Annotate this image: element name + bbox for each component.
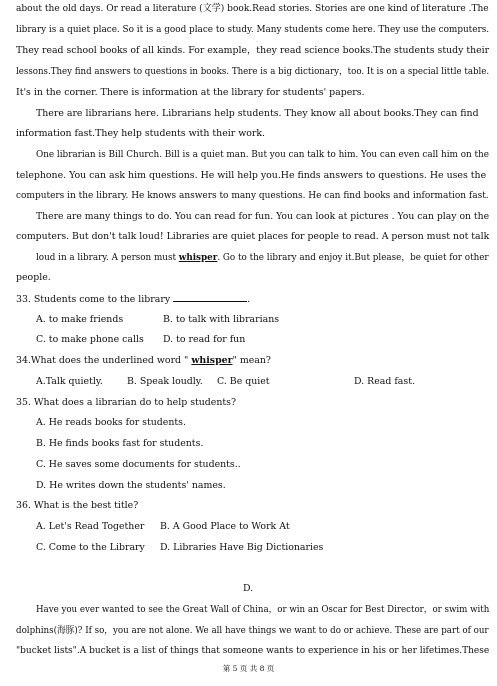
- underlined-word: whisper: [178, 252, 218, 263]
- question-text: " mean?: [232, 355, 271, 366]
- option-d: D. He writes down the students' names.: [36, 480, 226, 491]
- passage-line: There are many things to do. You can read for fun. You can look at pictures . You can play on the: [36, 211, 490, 222]
- passage-line: library is a quiet place. So it is a good place to study. Many students come here. They use the computers.: [16, 24, 490, 35]
- option-a: A. He reads books for students.: [36, 417, 186, 428]
- question-text: 34.What does the underlined word ": [16, 355, 192, 366]
- passage-line: They read school books of all kinds. For example，they read science books.The students study their: [16, 45, 490, 56]
- option-d: D. Read fast.: [354, 376, 415, 387]
- passage-text: loud in a library. A person must: [36, 252, 179, 263]
- question-34-stem: [16, 355, 271, 367]
- passage-line: "bucket lists".A bucket is a list of things that someone wants to experience in his or her lifetimes.These: [16, 645, 490, 656]
- question-35-stem: 35. What does a librarian do to help students?: [16, 397, 237, 408]
- option-c: C. to make phone calls: [36, 334, 144, 345]
- passage-line: information fast.They help students with their work.: [16, 128, 266, 139]
- option-c: C. Be quiet: [217, 376, 270, 387]
- option-a: A. Let's Read Together: [36, 521, 145, 532]
- page-number: 第 5 页 共 8 页: [222, 664, 275, 673]
- question-33-stem: [16, 293, 250, 306]
- passage-line: There are librarians here. Librarians help students. They know all about books.They can find: [36, 108, 479, 119]
- option-a: A. to make friends: [36, 314, 124, 325]
- option-a: A.Talk quietly.: [36, 376, 103, 387]
- answer-blank: [173, 293, 247, 302]
- option-b: B. Speak loudly.: [127, 376, 203, 387]
- option-b: B. to talk with librarians: [163, 314, 280, 325]
- passage-text: . Go to the library and enjoy it.But please，be quiet for other: [217, 252, 489, 263]
- question-36-stem: 36. What is the best title?: [16, 500, 139, 511]
- section-heading: D.: [243, 583, 254, 594]
- passage-line: [36, 252, 489, 264]
- option-c: C. He saves some documents for students..: [36, 459, 241, 470]
- option-b: B. He finds books fast for students.: [36, 438, 204, 449]
- passage-line: It's in the corner. There is information at the library for students' papers.: [16, 87, 365, 98]
- passage-line: Have you ever wanted to see the Great Wall of China，or win an Oscar for Best Director，or swim with: [36, 604, 490, 615]
- question-text: 33. Students come to the library: [16, 294, 174, 305]
- option-c: C. Come to the Library: [36, 542, 145, 553]
- passage-line: One librarian is Bill Church. Bill is a quiet man. But you can talk to him. You can even call him on the: [36, 149, 489, 160]
- passage-line: telephone. You can ask him questions. He will help you.He finds answers to questions. He uses the: [16, 170, 487, 181]
- option-b: B. A Good Place to Work At: [160, 521, 290, 532]
- passage-line: computers in the library. He knows answers to many questions. He can find books and information fast.: [16, 190, 489, 201]
- option-d: D. to read for fun: [163, 334, 246, 345]
- underlined-word: whisper: [191, 355, 233, 366]
- passage-line: lessons.They find answers to questions in books. There is a big dictionary，too. It is on a special little table.: [16, 66, 490, 77]
- passage-line: people.: [16, 272, 51, 283]
- passage-line: dolphins(海豚)? If so，you are not alone. We all have things we want to do or achieve. These are part of our: [16, 625, 489, 636]
- question-text: .: [247, 294, 251, 305]
- passage-line: about the old days. Or read a literature (文学) book.Read stories. Stories are one kind of literature .The: [16, 3, 489, 14]
- passage-line: computers. But don't talk loud! Libraries are quiet places for people to read. A person must not talk: [16, 231, 490, 242]
- option-d: D. Libraries Have Big Dictionaries: [160, 542, 324, 553]
